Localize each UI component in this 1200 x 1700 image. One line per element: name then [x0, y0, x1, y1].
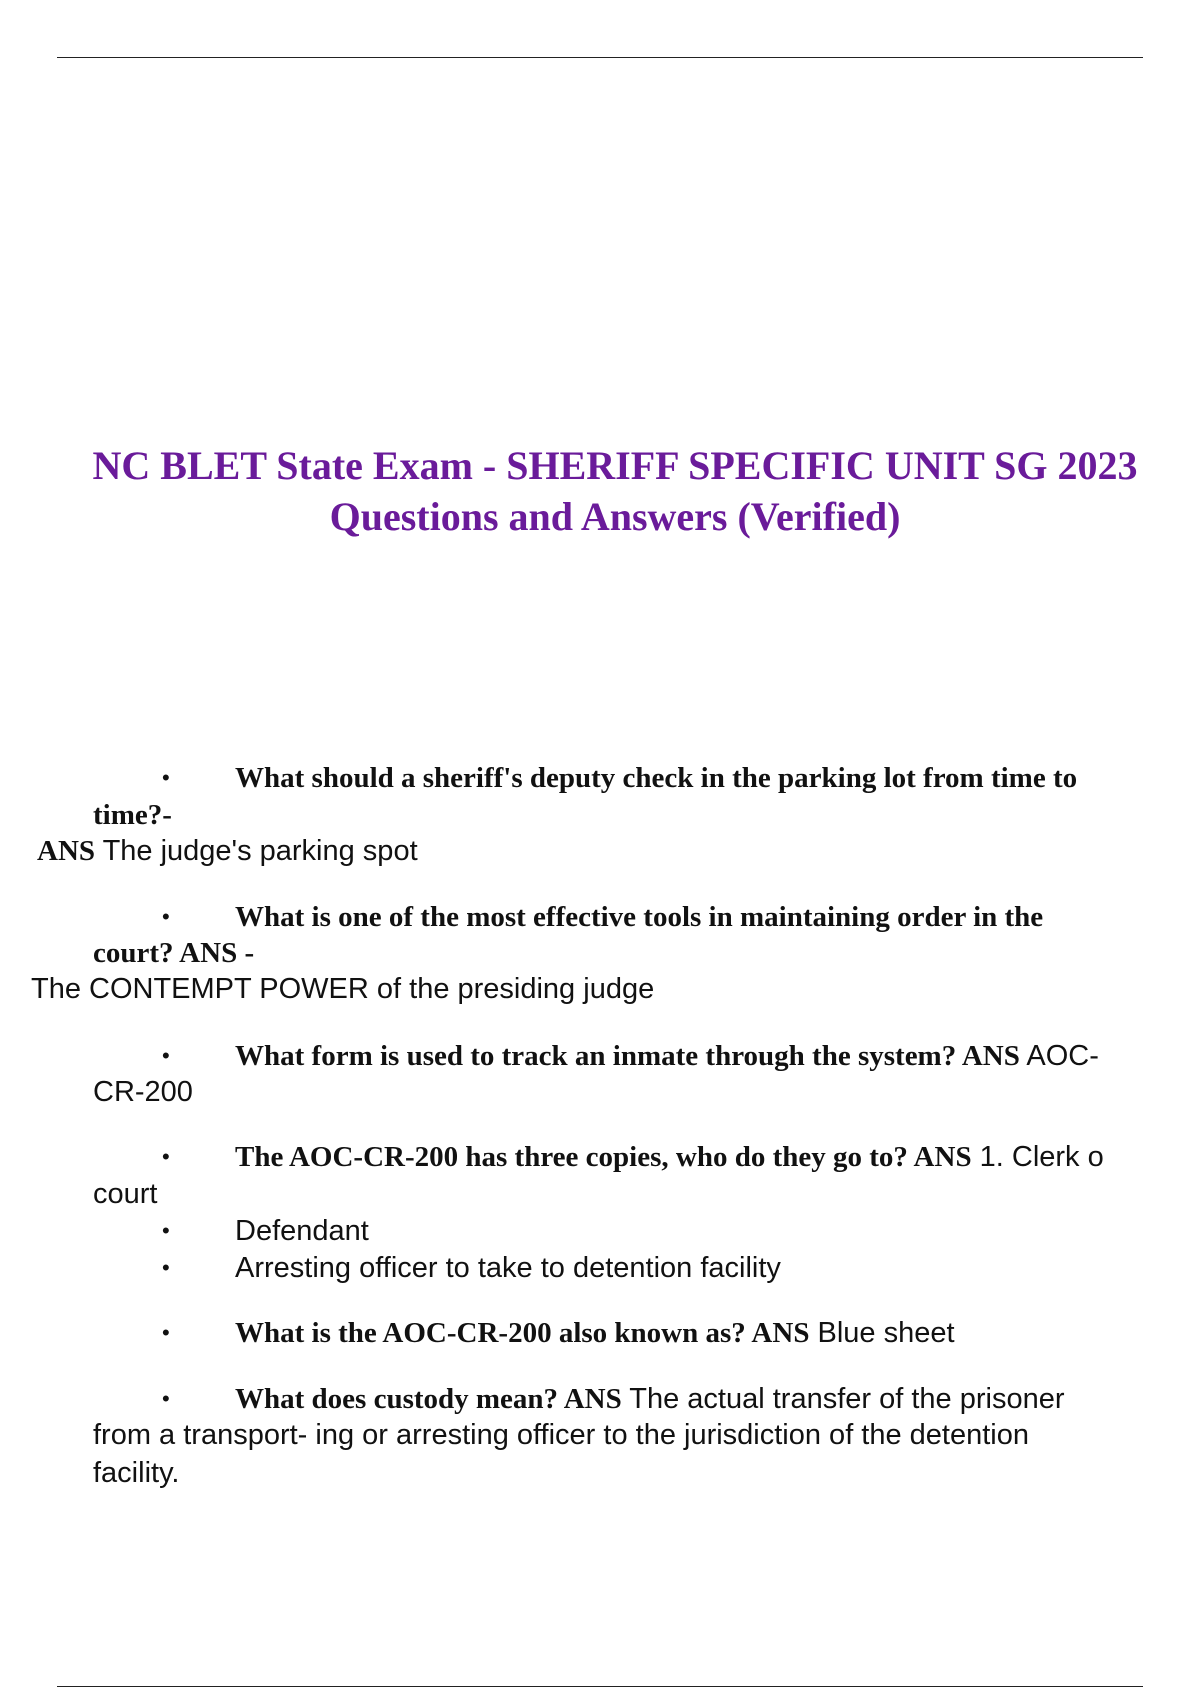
- top-rule: [57, 57, 1143, 58]
- answer-label: ANS: [37, 835, 96, 867]
- question-text: What does custody mean? ANS: [235, 1383, 622, 1415]
- title-line-2: Questions and Answers (Verified): [329, 494, 901, 539]
- answer-text: The judge's parking spot: [102, 835, 418, 867]
- bullet: •: [162, 1144, 170, 1169]
- answer-text-cont: court: [93, 1178, 158, 1210]
- answer-text-cont: facility.: [93, 1457, 180, 1489]
- question-line: [235, 1381, 1065, 1417]
- bullet: •: [162, 1043, 170, 1068]
- question-text: The AOC-CR-200 has three copies, who do they go to? ANS: [235, 1141, 972, 1173]
- question-line: [235, 1315, 955, 1351]
- question-line: [235, 1139, 1104, 1175]
- answer-text: The CONTEMPT POWER of the presiding judge: [31, 973, 655, 1005]
- answer-line: [37, 833, 418, 869]
- bullet: •: [162, 1386, 170, 1411]
- question-text-cont: court? ANS -: [93, 937, 255, 969]
- answer-text-cont: from a transport- ing or arresting officer to the jurisdiction of the detention: [93, 1419, 1030, 1451]
- answer-text: The actual transfer of the prisoner: [629, 1383, 1065, 1415]
- bullet: •: [162, 904, 170, 929]
- answer-text: AOC-: [1026, 1040, 1099, 1072]
- answer-text-cont: CR-200: [93, 1076, 193, 1108]
- sub-bullet: •: [162, 1255, 170, 1280]
- answer-text: Blue sheet: [817, 1317, 955, 1349]
- bullet: •: [162, 765, 170, 790]
- question-text: What form is used to track an inmate through the system? ANS: [235, 1040, 1020, 1072]
- question-text: What is the AOC-CR-200 also known as? ANS: [235, 1317, 810, 1349]
- bottom-rule: [57, 1686, 1143, 1687]
- document-title: [30, 440, 1200, 542]
- bullet: •: [162, 1320, 170, 1345]
- question-text-cont: time?-: [93, 799, 172, 831]
- title-line-1: NC BLET State Exam - SHERIFF SPECIFIC UNIT SG 2023: [92, 443, 1138, 488]
- question-line: [235, 1038, 1099, 1074]
- sub-bullet: •: [162, 1218, 170, 1243]
- answer-text: 1. Clerk o: [979, 1141, 1104, 1173]
- question-text: What is one of the most effective tools in maintaining order in the: [235, 901, 1044, 933]
- question-text: What should a sheriff's deputy check in the parking lot from time to: [235, 762, 1078, 794]
- sub-item-arresting-officer: Arresting officer to take to detention facility: [235, 1252, 781, 1284]
- sub-item-defendant: Defendant: [235, 1215, 369, 1247]
